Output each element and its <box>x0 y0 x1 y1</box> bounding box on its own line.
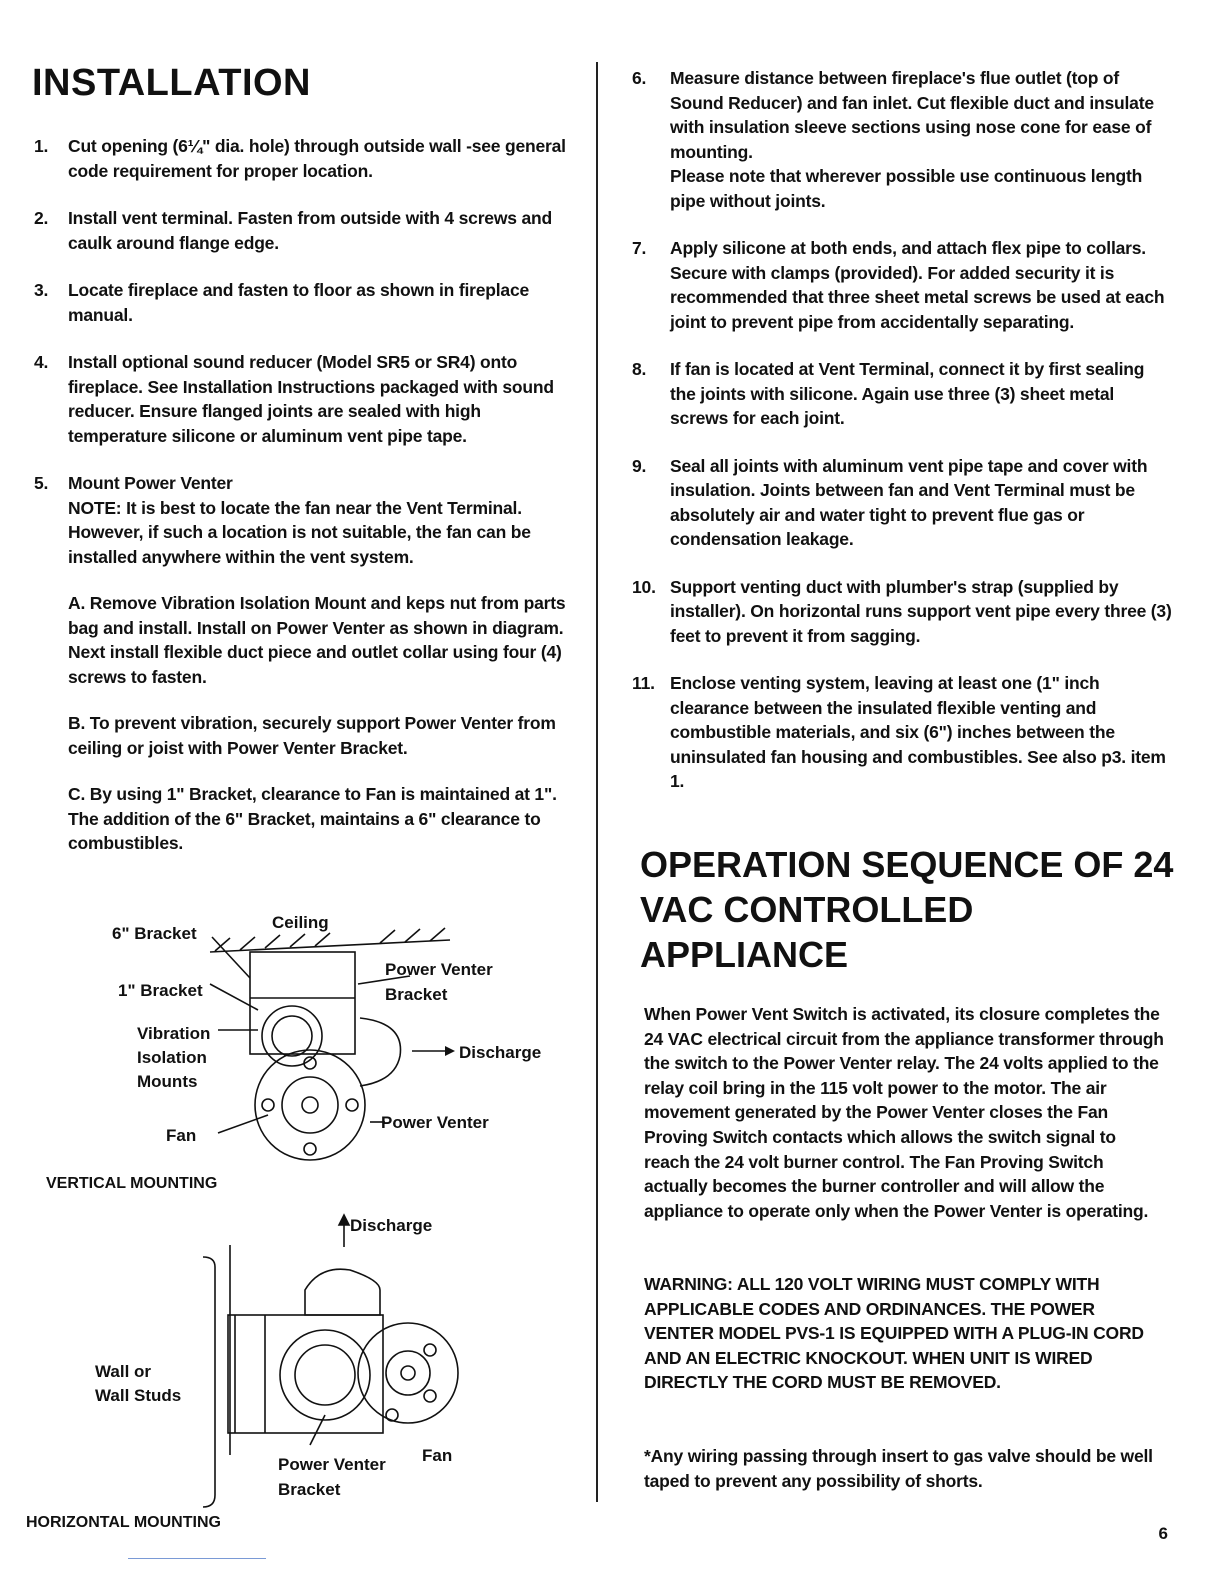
wall-bracket-line <box>203 1257 215 1507</box>
step-5: 5. Mount Power Venter NOTE: It is best to locate the fan near the Vent Terminal. However, if such a location is not suitable, the fan can be installed anywhere within the vent system. A. Remove Vibration Isolation Mount and keps nut from parts bag and install. Install on Power Venter as shown in diagram. Next install flexible duct piece and outlet collar using four (4) screws to fasten. B. To prevent vibration, securely support Power Venter from ceiling or joist with Power Venter Bracket. C. By using 1" Bracket, clearance to Fan is maintained at 1". The addition of the 6" Bracket, maintains a 6" clearance to combustibles. <box>34 471 574 856</box>
step-5-title: Mount Power Venter <box>68 473 233 493</box>
installation-steps-continued <box>632 66 1172 817</box>
label-pv-bracket-1: Power Venter <box>385 960 493 979</box>
label-mounts: Mounts <box>137 1072 198 1091</box>
installation-steps <box>34 134 574 879</box>
label-isolation: Isolation <box>137 1048 207 1067</box>
warning-paragraph: WARNING: ALL 120 VOLT WIRING MUST COMPLY WITH APPLICABLE CODES AND ORDINANCES. THE POWER VENTER MODEL PVS-1 IS EQUIPPED WITH A PLUG-IN CORD AND AN ELECTRIC KNOCKOUT. WHEN UNIT IS WIRED DIRECTLY THE CORD MUST BE REMOVED. <box>644 1274 1144 1393</box>
label-power-venter: Power Venter <box>381 1113 489 1132</box>
step-2: 2. Install vent terminal. Fasten from outside with 4 screws and caulk around flange edge. <box>34 208 552 253</box>
discharge-collar <box>305 1269 380 1315</box>
label-pv-bracket-2: Bracket <box>385 985 448 1004</box>
label-pv-bracket-h1: Power Venter <box>278 1455 386 1474</box>
label-6-bracket: 6" Bracket <box>112 924 197 943</box>
label-pv-bracket-h2: Bracket <box>278 1480 341 1499</box>
step-5c: C. By using 1" Bracket, clearance to Fan is maintained at 1". The addition of the 6" Bracket, maintains a 6" clearance to combustibles. <box>68 784 557 853</box>
label-wall-or: Wall or <box>95 1362 152 1381</box>
label-1-bracket: 1" Bracket <box>118 981 203 1000</box>
motor-housing <box>280 1330 370 1420</box>
step-5-note: NOTE: It is best to locate the fan near the Vent Terminal. However, if such a location is not suitable, the fan can be installed anywhere within the vent system. <box>68 497 531 567</box>
step-6-note: Please note that wherever possible use continuous length pipe without joints. <box>670 166 1143 211</box>
step-10: 10. Support venting duct with plumber's strap (supplied by installer). On horizontal runs support vent pipe every three (3) feet to prevent it from sagging. <box>632 576 1172 646</box>
step-9: 9. Seal all joints with aluminum vent pipe tape and cover with insulation. Joints between fan and Vent Terminal must be absolutely air and water tight to prevent flue gas or condensation leakage. <box>632 455 1148 549</box>
footer-rule <box>128 1558 266 1559</box>
label-wall-studs: Wall Studs <box>95 1386 182 1405</box>
horizontal-mounting-diagram <box>20 1205 560 1535</box>
operation-paragraph: When Power Vent Switch is activated, its closure completes the 24 VAC electrical circuit from the appliance transformer through the switch to the Power Venter relay. The 24 volts applied to the relay coil bring in the 115 volt power to the motor. The air movement generated by the Power Venter closes the Fan Proving Switch contacts which allows the switch signal to reach the 24 volt burner control. The Fan Proving Switch actually becomes the burner controller and will allow the appliance to operate only when the Power Venter is operating. <box>644 1004 1164 1221</box>
footnote: *Any wiring passing through insert to gas valve should be well taped to prevent any possibility of shorts. <box>644 1446 1153 1491</box>
discharge-arrow-icon <box>445 1046 455 1056</box>
fan-housing <box>358 1323 458 1423</box>
vertical-mounting-diagram <box>40 900 570 1200</box>
label-fan-h: Fan <box>422 1446 453 1465</box>
step-6: 6. Measure distance between fireplace's flue outlet (top of Sound Reducer) and fan inlet. Cut flexible duct and insulate with insulation sleeve sections using nose cone for ease of mounting. Please note that wherever possible use continuous length pipe without joints. <box>632 66 1172 213</box>
section-title: OPERATION SEQUENCE OF 24 VAC CONTROLLED APPLIANCE <box>640 844 1174 975</box>
step-11: 11. Enclose venting system, leaving at least one (1" inch clearance between the insulated flexible venting and combustible materials, and six (6") inches between the uninsulated fan housing and combustibles. See also p3. item 1. <box>632 673 1166 791</box>
discharge-outlet <box>360 1018 401 1086</box>
label-ceiling: Ceiling <box>272 913 329 932</box>
power-venter-bracket <box>250 952 355 1054</box>
ceiling-hatch <box>215 928 445 951</box>
caption-horizontal: HORIZONTAL MOUNTING <box>26 1514 221 1531</box>
page-title: INSTALLATION <box>32 62 311 104</box>
step-5a: A. Remove Vibration Isolation Mount and keps nut from parts bag and install. Install on Power Venter as shown in diagram. Next install flexible duct piece and outlet collar using four (4) screws to fasten. <box>68 593 566 687</box>
step-8: 8. If fan is located at Vent Terminal, connect it by first sealing the joints with silicone. Again use three (3) sheet metal screws for each joint. <box>632 359 1145 428</box>
step-3: 3. Locate fireplace and fasten to floor as shown in fireplace manual. <box>34 280 530 325</box>
label-discharge-h: Discharge <box>350 1216 433 1235</box>
label-discharge: Discharge <box>459 1043 542 1062</box>
caption-vertical: VERTICAL MOUNTING <box>46 1175 218 1192</box>
column-divider <box>596 62 598 1502</box>
step-5b: B. To prevent vibration, securely support Power Venter from ceiling or joist with Power Venter Bracket. <box>68 713 556 758</box>
step-4: 4. Install optional sound reducer (Model SR5 or SR4) onto fireplace. See Installation Instructions packaged with sound reducer. Ensure flanged joints are sealed with high temperature silicone or aluminum vent pipe tape. <box>34 352 554 446</box>
label-vibration: Vibration <box>137 1024 211 1043</box>
discharge-arrow-icon <box>339 1215 349 1225</box>
ceiling-line <box>210 940 450 952</box>
step-1: 1. Cut opening (6¼" dia. hole) through outside wall -see general code requirement for proper location. <box>34 136 566 181</box>
label-fan: Fan <box>166 1126 197 1145</box>
step-7: 7. Apply silicone at both ends, and attach flex pipe to collars. Secure with clamps (provided). For added security it is recommended that three sheet metal screws be used at each joint to prevent pipe from accidentally separating. <box>632 238 1165 332</box>
page-number: 6 <box>1158 1524 1168 1543</box>
